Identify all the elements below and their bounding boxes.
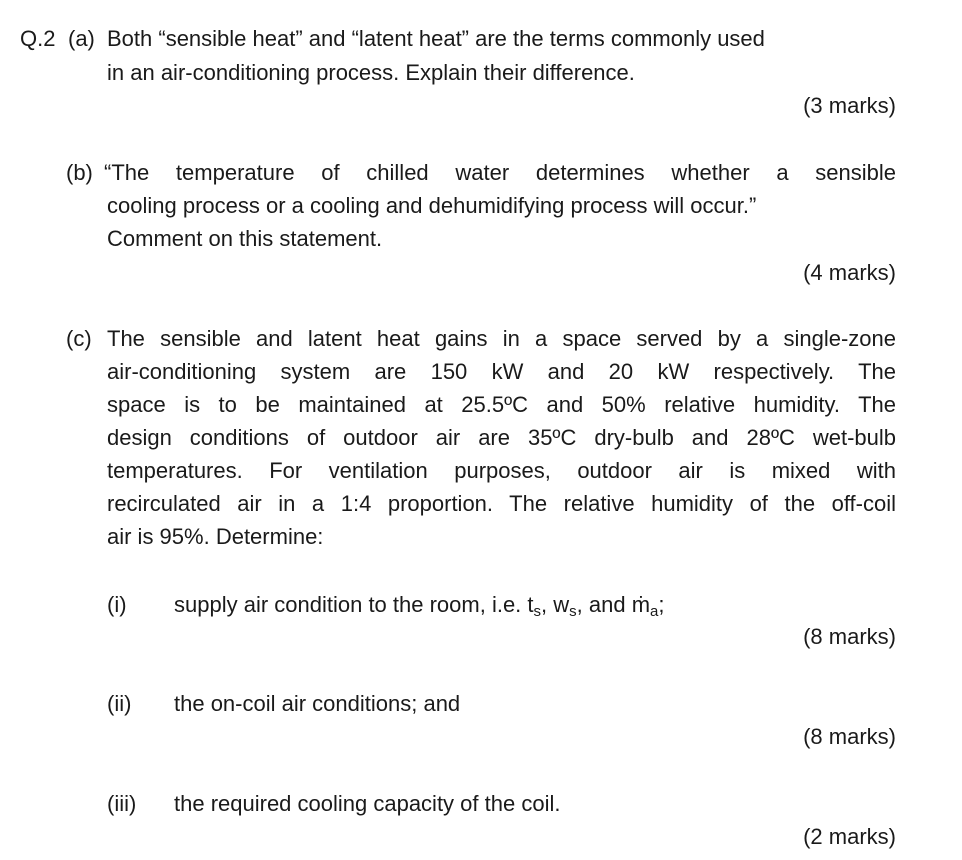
question-number (20, 22, 55, 55)
subscript-s-2: s (569, 603, 577, 620)
part-b-line-1: “The temperature of chilled water determines whether a sensible (104, 160, 896, 185)
question-number-label: Q.2 (20, 26, 56, 51)
part-c-line-4: design conditions of outdoor air are 35ºC dry-bulb and 28ºC wet-bulb (107, 425, 896, 450)
part-c-label: (c) (66, 326, 92, 351)
subpart-iii-marks: (2 marks) (803, 824, 896, 849)
subpart-i-text (174, 588, 665, 621)
subpart-i-marks: (8 marks) (803, 624, 896, 649)
part-b-label: (b) (66, 160, 93, 185)
subpart-iii-label: (iii) (107, 791, 137, 816)
part-b-line-2: cooling process or a cooling and dehumidifying process will occur.” (107, 193, 757, 218)
subpart-i-text-end: ; (658, 592, 665, 617)
subpart-ii-label: (ii) (107, 691, 132, 716)
part-a-label: (a) (68, 26, 95, 51)
subscript-a: a (650, 603, 659, 620)
subpart-i-text-prefix: supply air condition to the room, i.e. t (174, 592, 534, 617)
part-b-marks: (4 marks) (803, 260, 896, 285)
part-a-line-1: Both “sensible heat” and “latent heat” are the terms commonly used (107, 26, 765, 51)
subpart-i-label: (i) (107, 592, 127, 617)
part-c-line-3: space is to be maintained at 25.5ºC and 50% relative humidity. The (107, 392, 896, 417)
subpart-ii-marks: (8 marks) (803, 724, 896, 749)
subscript-s-1: s (533, 603, 542, 620)
part-a-marks: (3 marks) (803, 93, 896, 118)
subpart-ii-text: the on-coil air conditions; and (174, 691, 461, 716)
part-c-line-2: air-conditioning system are 150 kW and 20 kW respectively. The (107, 359, 896, 384)
part-c-line-5: temperatures. For ventilation purposes, outdoor air is mixed with (107, 458, 896, 483)
part-c-line-6: recirculated air in a 1:4 proportion. The relative humidity of the off-coil (107, 491, 896, 516)
subpart-i-text-mid1: , w (541, 592, 570, 617)
part-c-line-7: air is 95%. Determine: (107, 524, 324, 549)
part-b-line-3: Comment on this statement. (107, 226, 383, 251)
subpart-i-text-mid2: , and ṁ (576, 592, 651, 617)
part-c-line-1: The sensible and latent heat gains in a space served by a single-zone (107, 326, 896, 351)
subpart-iii-text: the required cooling capacity of the coil. (174, 791, 561, 816)
part-a-line-2: in an air-conditioning process. Explain their difference. (107, 60, 635, 85)
